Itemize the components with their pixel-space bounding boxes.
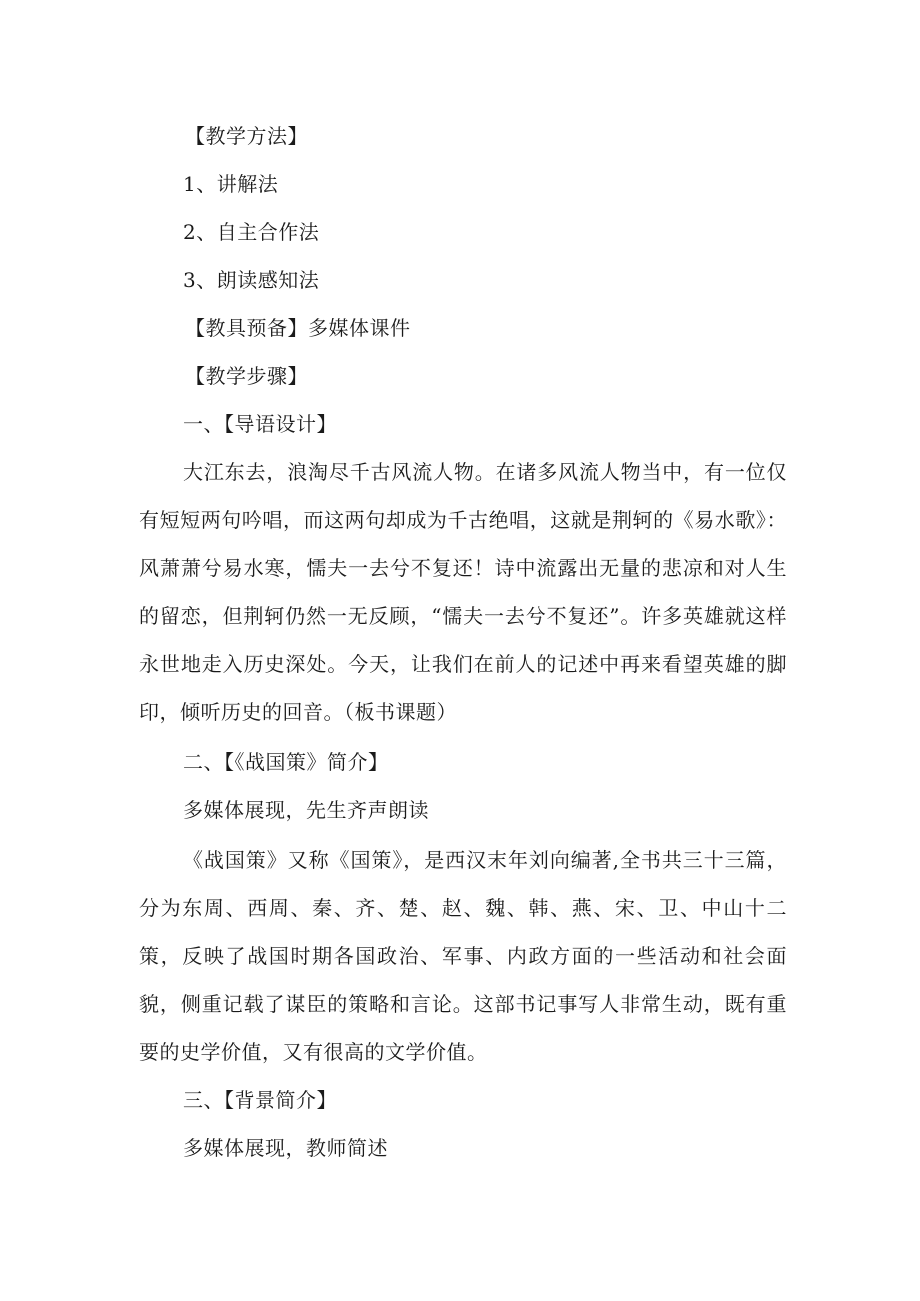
section-2-body: 《战国策》又称《国策》，是西汉末年刘向编著,全书共三十三篇，分为东周、西周、秦、齐、楚、赵、魏、韩、燕、宋、卫、中山十二策，反映了战国时期各国政治、军事、内政方面的一些活动和社会面貌，侧重记载了谋臣的策略和言论。这部书记事写人非常生动，既有重要的史学价值，又有很高的文学价值。	[139, 848, 787, 1064]
teaching-tools: 【教具预备】多媒体课件	[185, 316, 411, 340]
heading-teaching-method: 【教学方法】	[185, 124, 308, 148]
section-2-note: 多媒体展现，先生齐声朗读	[183, 798, 429, 822]
section-1-heading: 一、【导语设计】	[183, 412, 337, 436]
section-3-heading: 三、【背景简介】	[183, 1088, 337, 1112]
method-item-1: 1、讲解法	[183, 172, 279, 196]
heading-teaching-steps: 【教学步骤】	[185, 364, 308, 388]
method-item-3: 3、朗读感知法	[183, 268, 320, 292]
method-item-2: 2、自主合作法	[183, 220, 320, 244]
section-2-heading: 二、【《战国策》简介】	[183, 750, 389, 774]
section-3-note: 多媒体展现，教师简述	[183, 1136, 388, 1160]
section-1-body: 大江东去，浪淘尽千古风流人物。在诸多风流人物当中，有一位仅有短短两句吟唱，而这两句却成为千古绝唱，这就是荆轲的《易水歌》：风萧萧兮易水寒，懦夫一去兮不复还！诗中流露出无量的悲凉和对人生的留恋，但荆轲仍然一无反顾，“懦夫一去兮不复还”。许多英雄就这样永世地走入历史深处。今天，让我们在前人的记述中再来看望英雄的脚印，倾听历史的回音。（板书课题）	[139, 460, 787, 724]
